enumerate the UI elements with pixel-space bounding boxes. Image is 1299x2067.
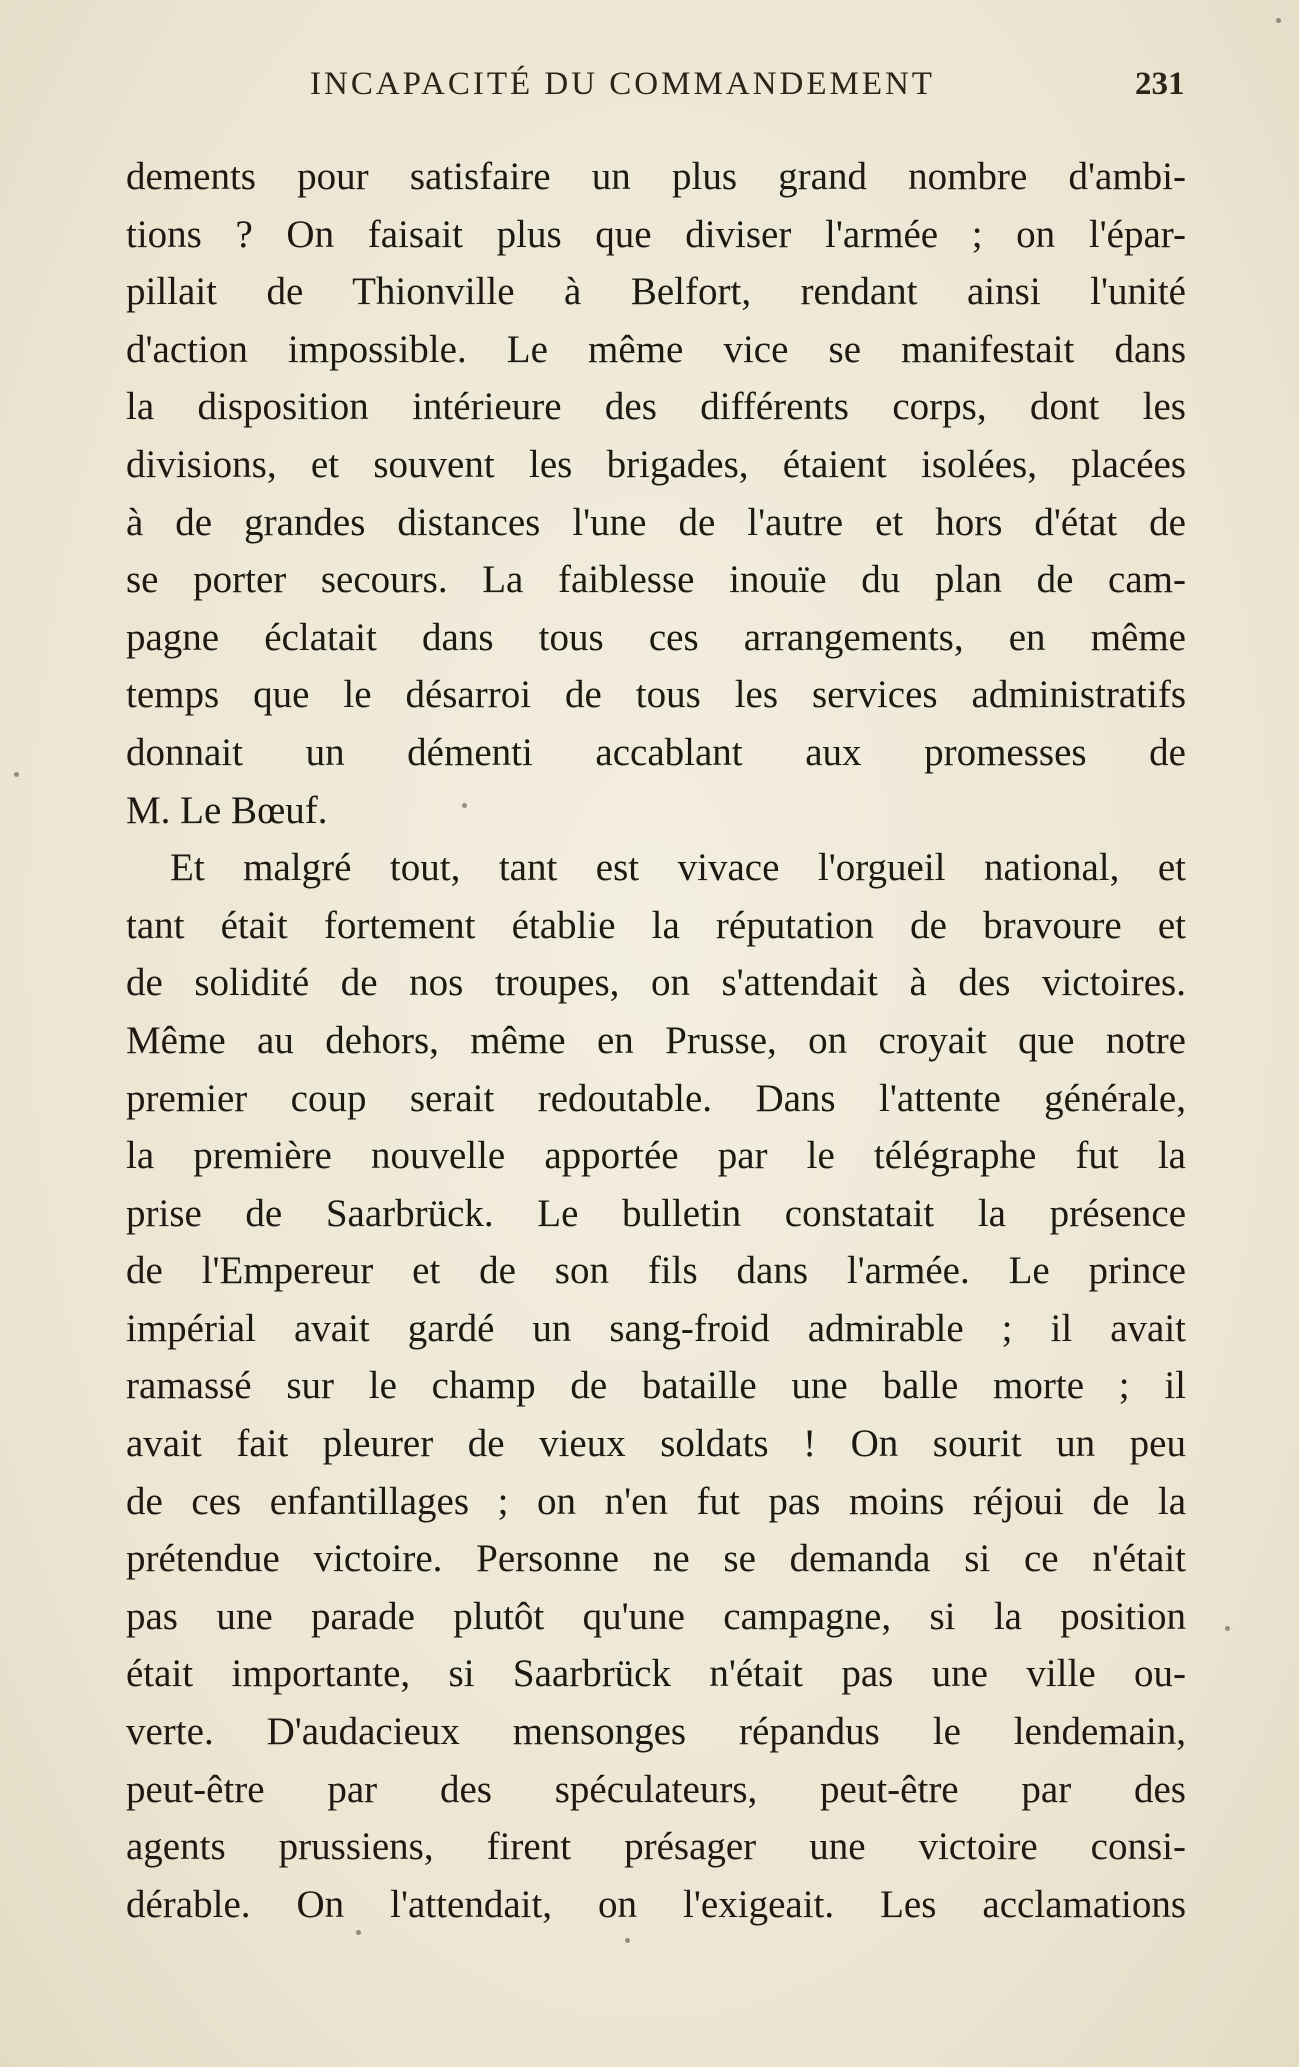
text-line: donnait un démenti accablant aux promesses de	[126, 730, 1186, 774]
text-line: prise de Saarbrück. Le bulletin constatait la présence	[126, 1191, 1186, 1235]
text-line: pagne éclatait dans tous ces arrangements, en même	[126, 615, 1186, 659]
text-line: d'action impossible. Le même vice se manifestait dans	[126, 327, 1186, 371]
body-text	[126, 148, 1186, 1933]
paper-speck	[625, 1938, 630, 1943]
text-line: la première nouvelle apportée par le télégraphe fut la	[126, 1134, 1186, 1178]
paper-speck	[462, 803, 467, 808]
text-line: ramassé sur le champ de bataille une balle morte ; il	[126, 1364, 1186, 1408]
text-line: de ces enfantillages ; on n'en fut pas moins réjoui de la	[126, 1479, 1186, 1523]
paragraph-start-line: Et malgré tout, tant est vivace l'orgueil national, et	[170, 846, 1186, 890]
running-head	[0, 66, 1299, 126]
page-number: 231	[1135, 66, 1185, 102]
text-line: Même au dehors, même en Prusse, on croyait que notre	[126, 1018, 1186, 1062]
text-line: peut-être par des spéculateurs, peut-être par des	[126, 1767, 1186, 1811]
paper-speck	[14, 772, 19, 777]
text-line: tions ? On faisait plus que diviser l'armée ; on l'épar-	[126, 212, 1186, 256]
text-line: temps que le désarroi de tous les services administratifs	[126, 673, 1186, 717]
text-line: divisions, et souvent les brigades, étaient isolées, placées	[126, 442, 1186, 486]
text-line: dements pour satisfaire un plus grand nombre d'ambi-	[126, 155, 1186, 198]
text-line: impérial avait gardé un sang-froid admirable ; il avait	[126, 1306, 1186, 1350]
running-title: INCAPACITÉ DU COMMANDEMENT	[310, 66, 935, 102]
text-line: verte. D'audacieux mensonges répandus le lendemain,	[126, 1710, 1186, 1754]
text-line: agents prussiens, firent présager une victoire consi-	[126, 1825, 1186, 1869]
text-line: pillait de Thionville à Belfort, rendant ainsi l'unité	[126, 270, 1186, 314]
text-line: à de grandes distances l'une de l'autre et hors d'état de	[126, 500, 1186, 544]
text-line: premier coup serait redoutable. Dans l'attente générale,	[126, 1076, 1186, 1120]
paper-speck	[356, 1930, 361, 1935]
text-line: de solidité de nos troupes, on s'attendait à des victoires.	[126, 961, 1186, 1005]
text-line: de l'Empereur et de son fils dans l'armée. Le prince	[126, 1249, 1186, 1293]
paper-speck	[1276, 18, 1281, 23]
text-line: la disposition intérieure des différents corps, dont les	[126, 385, 1186, 429]
text-line: avait fait pleurer de vieux soldats ! On sourit un peu	[126, 1422, 1186, 1466]
text-line: prétendue victoire. Personne ne se demanda si ce n'était	[126, 1537, 1186, 1581]
text-line: tant était fortement établie la réputation de bravoure et	[126, 903, 1186, 947]
text-line: se porter secours. La faiblesse inouïe du plan de cam-	[126, 558, 1186, 602]
paper-speck	[1225, 1626, 1230, 1631]
text-line: pas une parade plutôt qu'une campagne, si la position	[126, 1594, 1186, 1638]
text-line: dérable. On l'attendait, on l'exigeait. Les acclamations	[126, 1882, 1186, 1926]
paragraph-end-line: M. Le Bœuf.	[126, 788, 328, 832]
text-line: était importante, si Saarbrück n'était pas une ville ou-	[126, 1652, 1186, 1696]
